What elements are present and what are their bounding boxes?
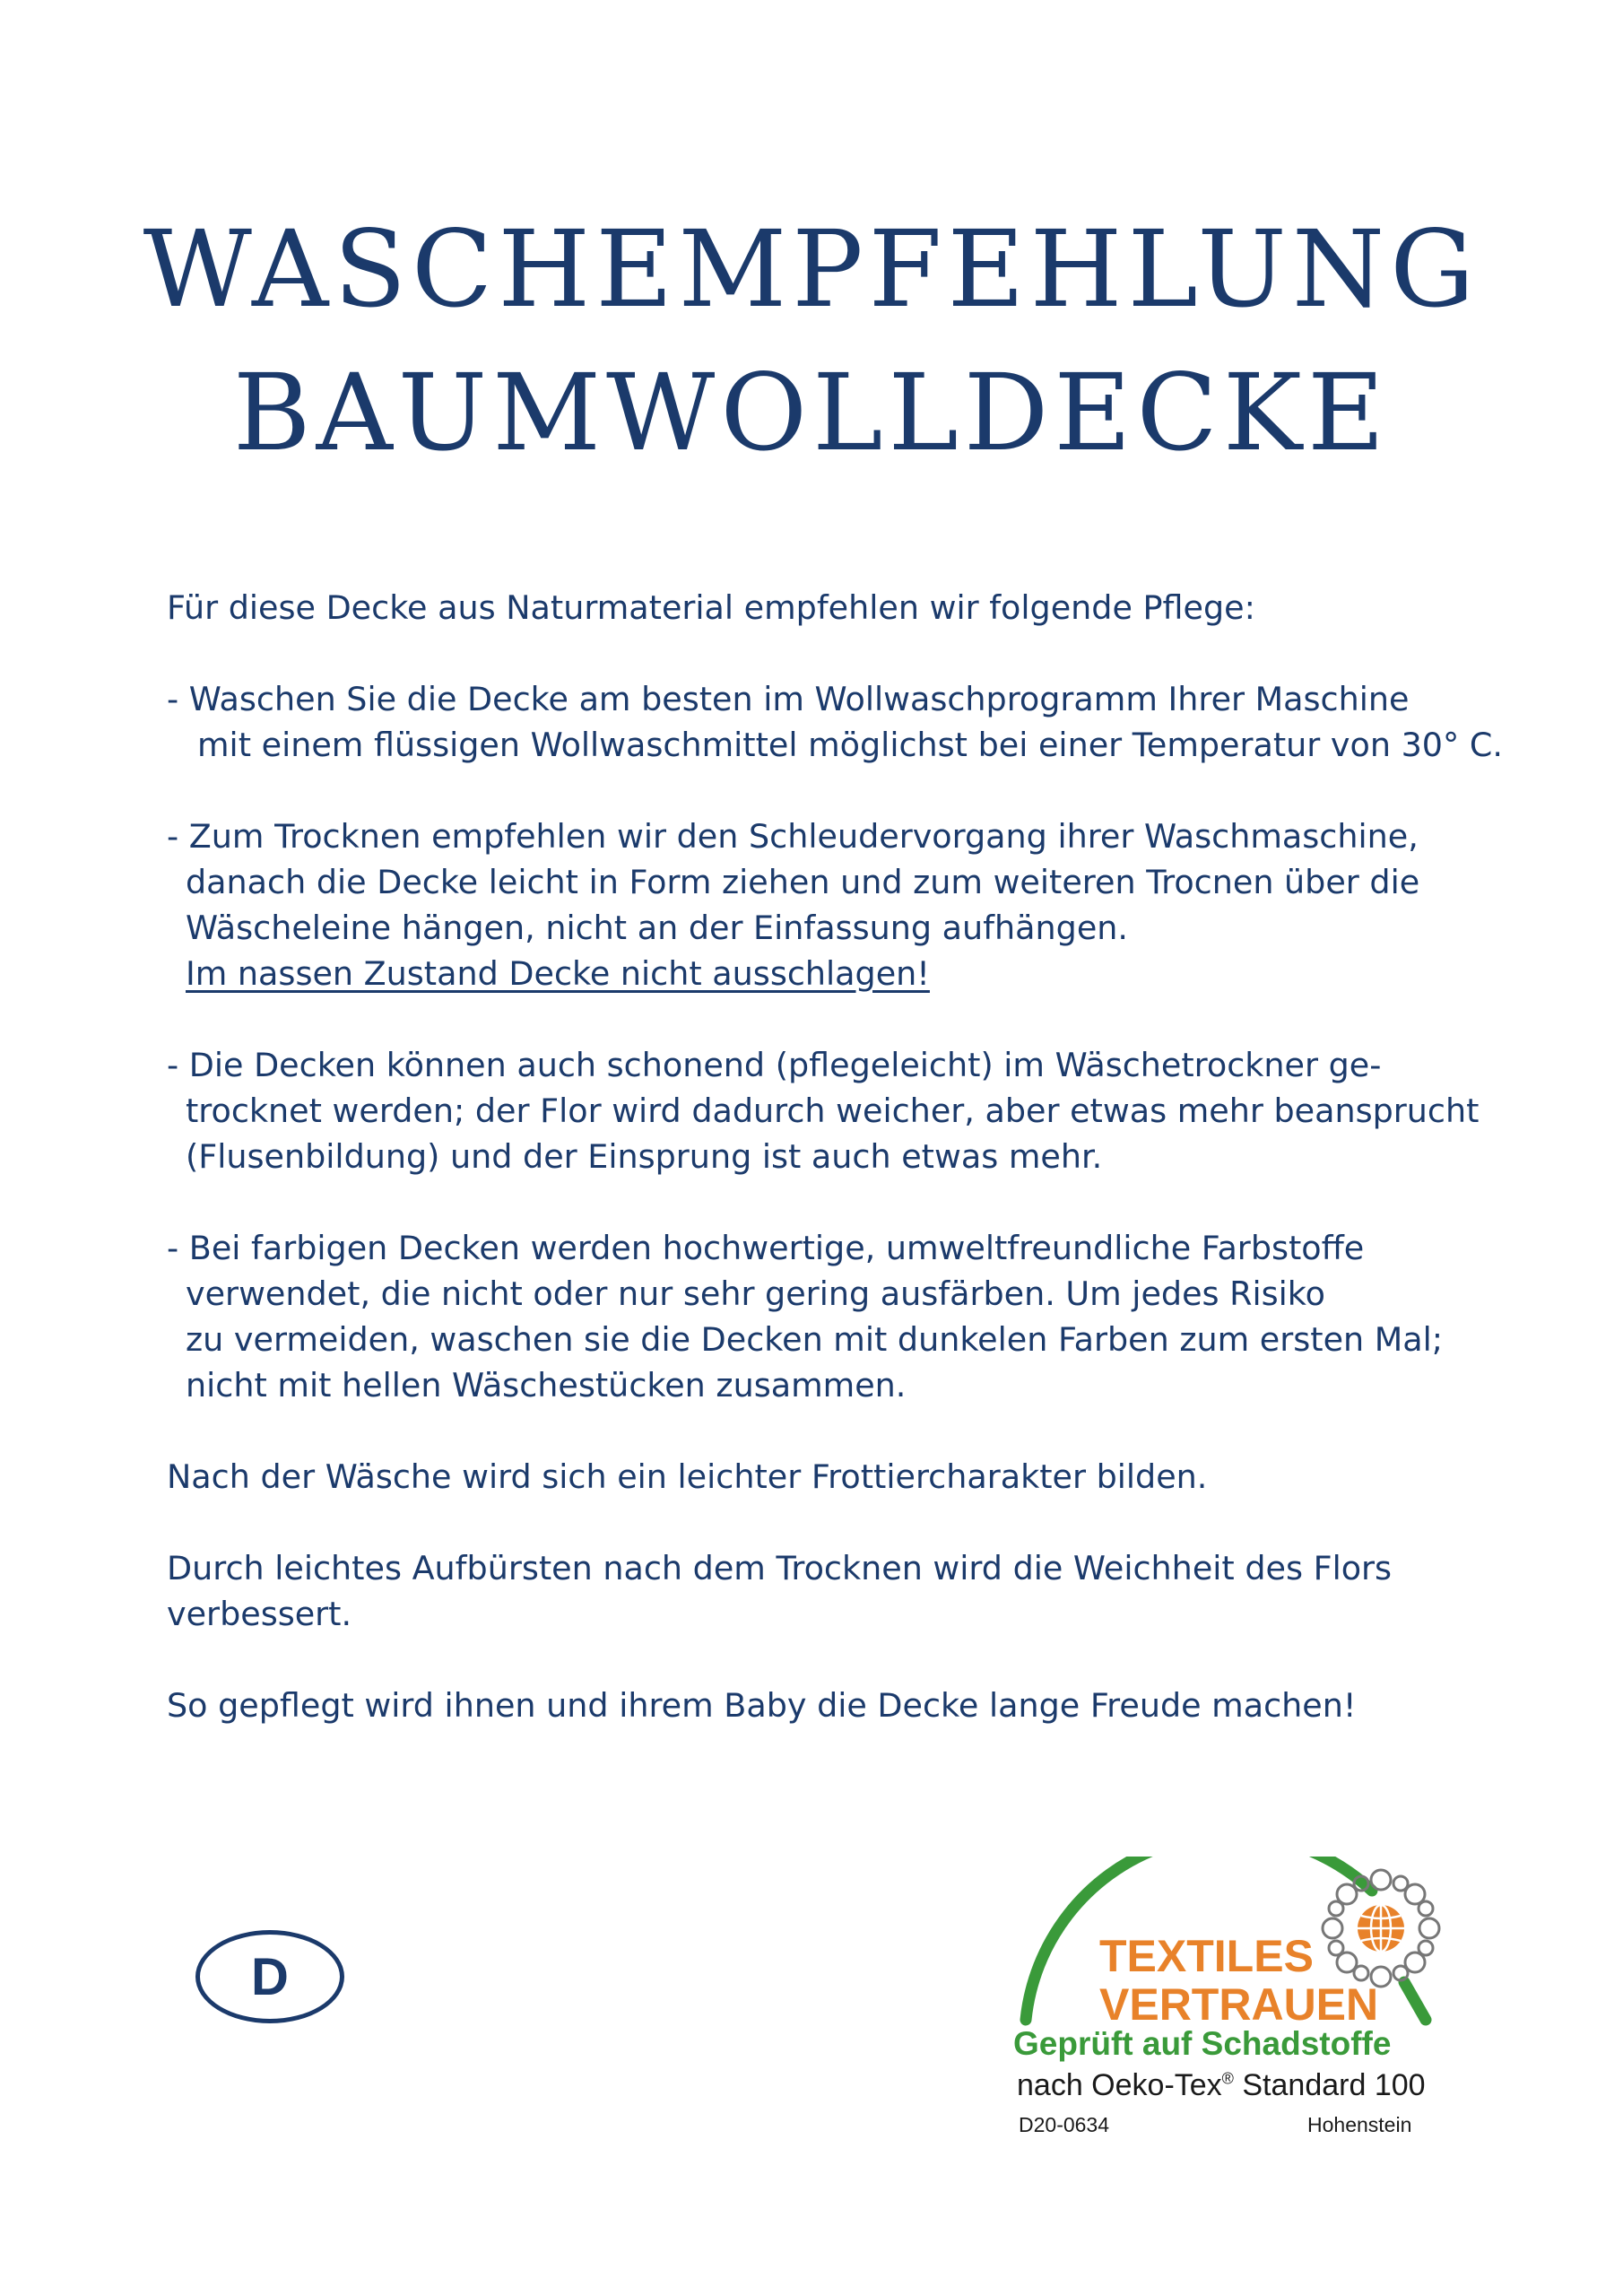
- item-4-line-2: verwendet, die nicht oder nur sehr gering ausfärben. Um jedes Risiko: [186, 1274, 1325, 1313]
- item-1-line-2: mit einem flüssigen Wollwaschmittel möglichst bei einer Temperatur von 30° C.: [197, 726, 1503, 764]
- item-2-line-2: danach die Decke leicht in Form ziehen und zum weiteren Trocnen über die: [186, 863, 1420, 901]
- paragraph-frottier: Nach der Wäsche wird sich ein leichter Frottiercharakter bilden.: [167, 1457, 1208, 1496]
- label-brand: [1099, 1932, 1378, 2029]
- label-standard: nach Oeko-Tex® Standard 100: [1017, 2068, 1426, 2102]
- item-4-line-3: zu vermeiden, waschen sie die Decken mit dunkelen Farben zum ersten Mal;: [186, 1320, 1444, 1359]
- country-badge: [195, 1930, 344, 2023]
- label-brand-line-1: TEXTILES: [1099, 1931, 1314, 1981]
- item-3-line-3: (Flusenbildung) und der Einsprung ist auch etwas mehr.: [186, 1137, 1103, 1176]
- label-code: D20-0634: [1019, 2113, 1110, 2136]
- closing-text: So gepflegt wird ihnen und ihrem Baby die Decke lange Freude machen!: [167, 1686, 1357, 1725]
- paragraph-brushing-line-2: verbessert.: [167, 1595, 352, 1633]
- oeko-tex-label: [1013, 1857, 1462, 2152]
- item-1-line-1: - Waschen Sie die Decke am besten im Wollwaschprogramm Ihrer Maschine: [167, 680, 1410, 718]
- item-3-line-1: - Die Decken können auch schonend (pflegeleicht) im Wäschetrockner ge-: [167, 1046, 1382, 1084]
- item-4-line-4: nicht mit hellen Wäschestücken zusammen.: [186, 1366, 907, 1405]
- warning-text: Im nassen Zustand Decke nicht ausschlagen!: [186, 954, 930, 993]
- paragraph-brushing-line-1: Durch leichtes Aufbürsten nach dem Trocknen wird die Weichheit des Flors: [167, 1549, 1393, 1587]
- care-instructions: [167, 585, 1566, 1728]
- item-3-line-2: trocknet werden; der Flor wird dadurch weicher, aber etwas mehr beansprucht: [186, 1091, 1480, 1130]
- title-line-2: BAUMWOLLDECKE: [232, 351, 1391, 474]
- country-badge-letter: D: [251, 1947, 289, 2006]
- intro-text: Für diese Decke aus Naturmaterial empfehlen wir folgende Pflege:: [167, 588, 1255, 627]
- label-institute: Hohenstein: [1307, 2113, 1412, 2136]
- item-2-line-3: Wäscheleine hängen, nicht an der Einfassung aufhängen.: [186, 909, 1129, 947]
- item-2-line-1: - Zum Trocknen empfehlen wir den Schleudervorgang ihrer Waschmaschine,: [167, 817, 1419, 856]
- label-brand-line-2: VERTRAUEN: [1099, 1979, 1379, 2030]
- label-tested: Geprüft auf Schadstoffe: [1013, 2025, 1392, 2062]
- page-title: [0, 197, 1623, 484]
- item-4-line-1: - Bei farbigen Decken werden hochwertige, umweltfreundliche Farbstoffe: [167, 1229, 1365, 1267]
- title-line-1: WASCHEMPFEHLUNG: [143, 207, 1480, 331]
